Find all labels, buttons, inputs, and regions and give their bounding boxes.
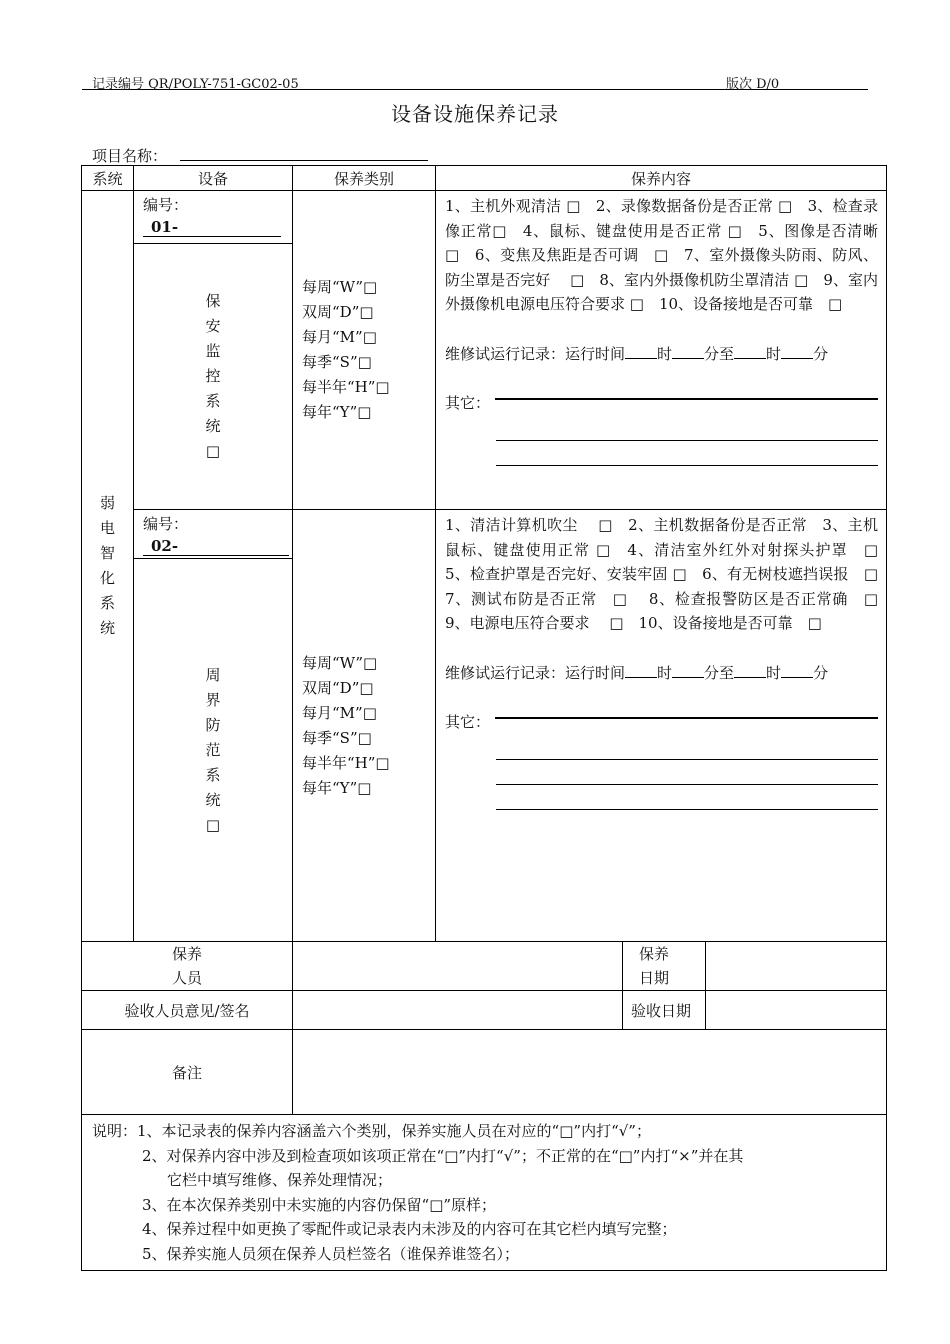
type-half-year[interactable]: 每半年“H”□ [302,378,390,396]
col-header-system: 系统 [82,166,134,191]
type-yearly[interactable]: 每年“Y”□ [302,403,372,421]
blank-field[interactable] [734,663,766,678]
other-section [445,391,878,416]
other-line[interactable] [496,785,878,810]
number-field[interactable]: 01- [143,218,281,237]
other-line[interactable] [496,735,878,760]
note-item: 3、在本次保养类别中未实施的内容仍保留“□”原样； [142,1195,497,1214]
blank-field[interactable] [734,344,766,359]
other-section [445,710,878,735]
hour-label: 时 [766,663,782,682]
type-cell-1 [293,191,436,510]
note-item: 它栏中填写维修、保养处理情况； [167,1171,393,1189]
type-quarterly[interactable]: 每季“S”□ [302,353,372,371]
staff-field[interactable] [293,942,623,991]
col-header-equipment: 设备 [134,166,293,191]
note-item: 5、保养实施人员须在保养人员栏签名（谁保养谁签名）； [142,1244,520,1263]
record-number: 记录编号 QR/POLY-751-GC02-05 [92,77,299,92]
other-line[interactable] [495,717,878,719]
remarks-label: 备注 [82,1030,293,1115]
version-label: 版次 D/0 [726,77,780,92]
date-field[interactable] [706,942,887,991]
type-yearly[interactable]: 每年“Y”□ [302,778,372,797]
minute-label: 分 [813,663,829,682]
staff-label: 保养 人员 [82,942,293,991]
blank-field[interactable] [781,663,813,678]
system-cell [82,191,134,942]
page-title: 设备设施保养记录 [391,102,559,126]
acceptance-field[interactable] [293,991,623,1030]
number-label: 编号： [143,515,189,533]
run-record-label: 维修试运行记录：运行时间 [445,344,626,363]
project-name-field[interactable] [180,160,428,161]
type-weekly[interactable]: 每周“W”□ [302,653,378,672]
type-biweekly[interactable]: 双周“D”□ [302,303,374,321]
type-weekly[interactable]: 每周“W”□ [302,278,378,296]
note-item: 4、保养过程中如更换了零配件或记录表内未涉及的内容可在其它栏内填写完整； [142,1220,677,1238]
content-cell-2 [436,510,913,942]
type-half-year[interactable]: 每半年“H”□ [302,753,390,772]
content-items: 1、清洁计算机吹尘 □ 2、主机数据备份是否正常 3、主机鼠标、键盘使用正常 □ 4、清洁室外红外对射探头护罩 □ 5、检查护罩是否完好、安装牢固 □ 6、有无树枝遮挡误报 □ 7、测试布防是否正常 □ 8、检查报警防区是否正常确 □ 9、电源电压符合要求 □ 10、设备接地是否可靠 □ [445,516,913,632]
hour-label: 时 [766,344,782,363]
equipment-name: 周 界 防 范 系 统 □ [205,665,221,834]
header-rule [82,89,868,90]
other-label: 其它： [445,394,491,412]
col-header-type: 保养类别 [293,166,436,191]
type-cell-2 [293,510,436,942]
remarks-field[interactable] [293,1030,887,1115]
other-line[interactable] [495,398,878,400]
type-biweekly[interactable]: 双周“D”□ [302,678,374,697]
minute-to-label: 分至 [704,663,735,682]
project-name-label: 项目名称： [92,147,168,165]
notes-cell [82,1115,887,1271]
blank-field[interactable] [625,344,657,359]
acceptance-date-field[interactable] [706,991,887,1030]
date-label: 保养 日期 [623,942,706,991]
blank-field[interactable] [781,344,813,359]
minute-to-label: 分至 [704,344,735,363]
other-line[interactable] [496,441,878,466]
system-name: 弱 电 智 化 系 统 [99,494,115,637]
other-line[interactable] [496,760,878,785]
equipment-cell-1 [134,191,293,510]
col-header-content: 保养内容 [436,166,887,191]
run-record-label: 维修试运行记录：运行时间 [445,663,626,682]
acceptance-label: 验收人员意见/签名 [82,991,293,1030]
run-record [445,342,878,367]
hour-label: 时 [657,344,673,363]
other-line[interactable] [496,416,878,441]
content-cell-1 [436,191,894,510]
blank-field[interactable] [672,663,704,678]
other-label: 其它： [445,713,491,731]
type-monthly[interactable]: 每月“M”□ [302,328,377,346]
content-items: 1、主机外观清洁 □ 2、录像数据备份是否正常 □ 3、检查录像正常□ 4、鼠标、键盘使用是否正常 □ 5、图像是否清晰 □ 6、变焦及焦距是否可调 □ 7、室外摄像头防雨、防风、防尘罩是否完好 □ 8、室内外摄像机防尘罩清洁 □ 9、室内外摄像机电源电压符合要求 □ 10、设备接地是否可靠 □ [445,197,894,313]
equipment-cell-2 [134,510,293,942]
maintenance-table [81,165,913,1271]
run-record [445,661,878,686]
blank-field[interactable] [672,344,704,359]
type-quarterly[interactable]: 每季“S”□ [302,728,372,747]
note-item: 1、本记录表的保养内容涵盖六个类别，保养实施人员在对应的“□”内打“√”； [137,1122,651,1140]
acceptance-date-label: 验收日期 [623,991,706,1030]
equipment-name: 保 安 监 控 系 统 □ [205,292,221,460]
number-field[interactable]: 02- [143,537,289,556]
type-monthly[interactable]: 每月“M”□ [302,703,377,722]
note-item: 2、对保养内容中涉及到检查项如该项正常在“□”内打“√”；不正常的在“□”内打“×”并在其 [142,1146,744,1165]
number-label: 编号： [143,196,189,214]
notes-prefix: 说明： [92,1122,138,1140]
hour-label: 时 [657,663,673,682]
blank-field[interactable] [625,663,657,678]
minute-label: 分 [813,344,829,363]
